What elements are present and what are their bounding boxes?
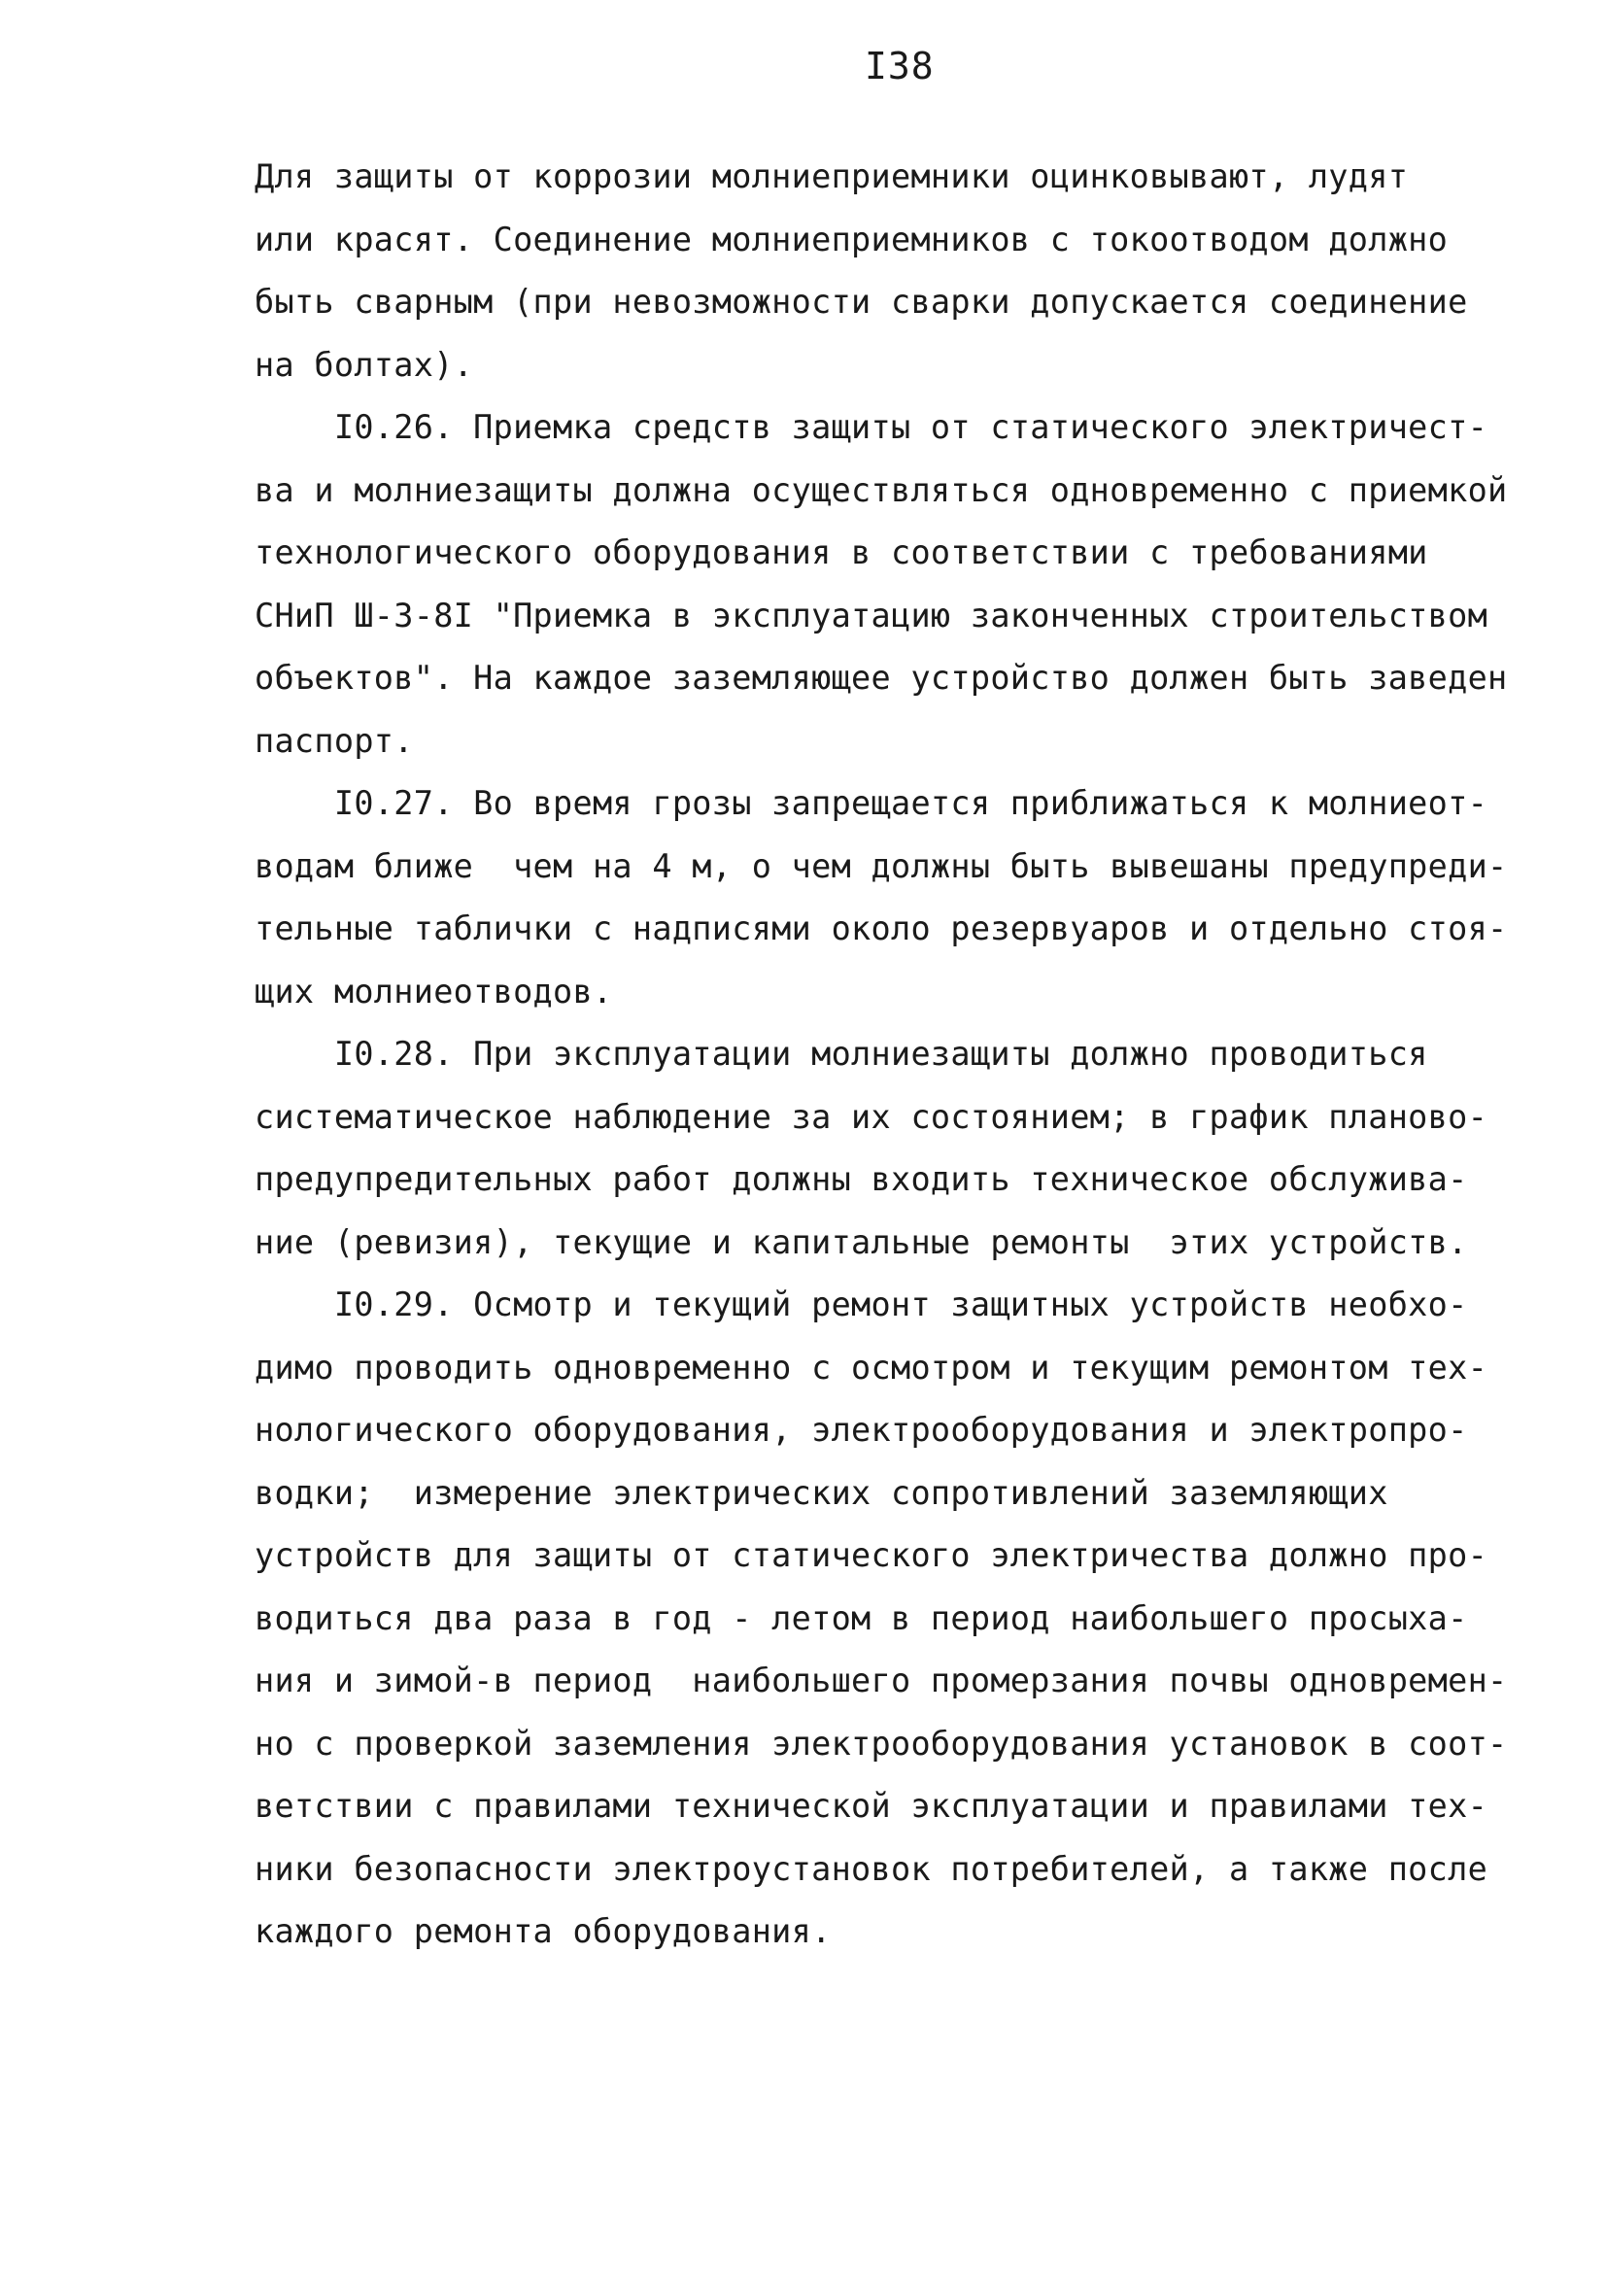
text-line: I0.29. Осмотр и текущий ремонт защитных устройств необхо-: [255, 1285, 1468, 1323]
text-line: но с проверкой заземления электрооборудования установок в соот-: [255, 1724, 1508, 1763]
text-line: водиться два раза в год - летом в период наибольшего просыха-: [255, 1598, 1468, 1637]
text-line: устройств для защиты от статического электричества должно про-: [255, 1536, 1488, 1574]
text-line: каждого ремонта оборудования.: [255, 1912, 832, 1950]
text-line: объектов". На каждое заземляющее устройство должен быть заведен: [255, 659, 1508, 697]
page-number: I38: [865, 45, 935, 87]
text-line: паспорт.: [255, 721, 414, 760]
text-line: или красят. Соединение молниеприемников с токоотводом должно: [255, 220, 1449, 258]
text-line: тельные таблички с надписями около резервуаров и отдельно стоя-: [255, 909, 1508, 947]
text-line: водам ближе чем на 4 м, о чем должны быть вывешаны предупреди-: [255, 846, 1508, 885]
text-line: I0.27. Во время грозы запрещается приближаться к молниеот-: [255, 784, 1488, 822]
text-line: Для защиты от коррозии молниеприемники оцинковывают, лудят: [255, 157, 1409, 195]
text-line: щих молниеотводов.: [255, 972, 613, 1011]
text-line: СНиП Ш-3-8I "Приемка в эксплуатацию законченных строительством: [255, 596, 1488, 634]
text-line: нологического оборудования, электрооборудования и электропро-: [255, 1411, 1468, 1449]
text-line: димо проводить одновременно с осмотром и текущим ремонтом тех-: [255, 1348, 1488, 1387]
text-line: I0.28. При эксплуатации молниезащиты должно проводиться: [255, 1035, 1428, 1073]
document-body: [255, 146, 1508, 1964]
text-line: на болтах).: [255, 345, 474, 384]
text-line: ния и зимой-в период наибольшего промерзания почвы одновремен-: [255, 1662, 1508, 1699]
text-line: ветствии с правилами технической эксплуатации и правилами тех-: [255, 1787, 1488, 1825]
text-line: ние (ревизия), текущие и капитальные ремонты этих устройств.: [255, 1222, 1468, 1261]
text-line: технологического оборудования в соответствии с требованиями: [255, 533, 1428, 571]
text-line: систематическое наблюдение за их состоянием; в график планово-: [255, 1097, 1488, 1136]
text-line: ва и молниезащиты должна осуществляться одновременно с приемкой: [255, 470, 1508, 509]
text-line: ники безопасности электроустановок потребителей, а также после: [255, 1849, 1488, 1888]
text-line: быть сварным (при невозможности сварки допускается соединение: [255, 283, 1468, 321]
text-line: I0.26. Приемка средств защиты от статического электричест-: [255, 408, 1488, 446]
text-line: предупредительных работ должны входить техническое обслужива-: [255, 1160, 1468, 1198]
text-line: водки; измерение электрических сопротивлений заземляющих: [255, 1473, 1388, 1512]
